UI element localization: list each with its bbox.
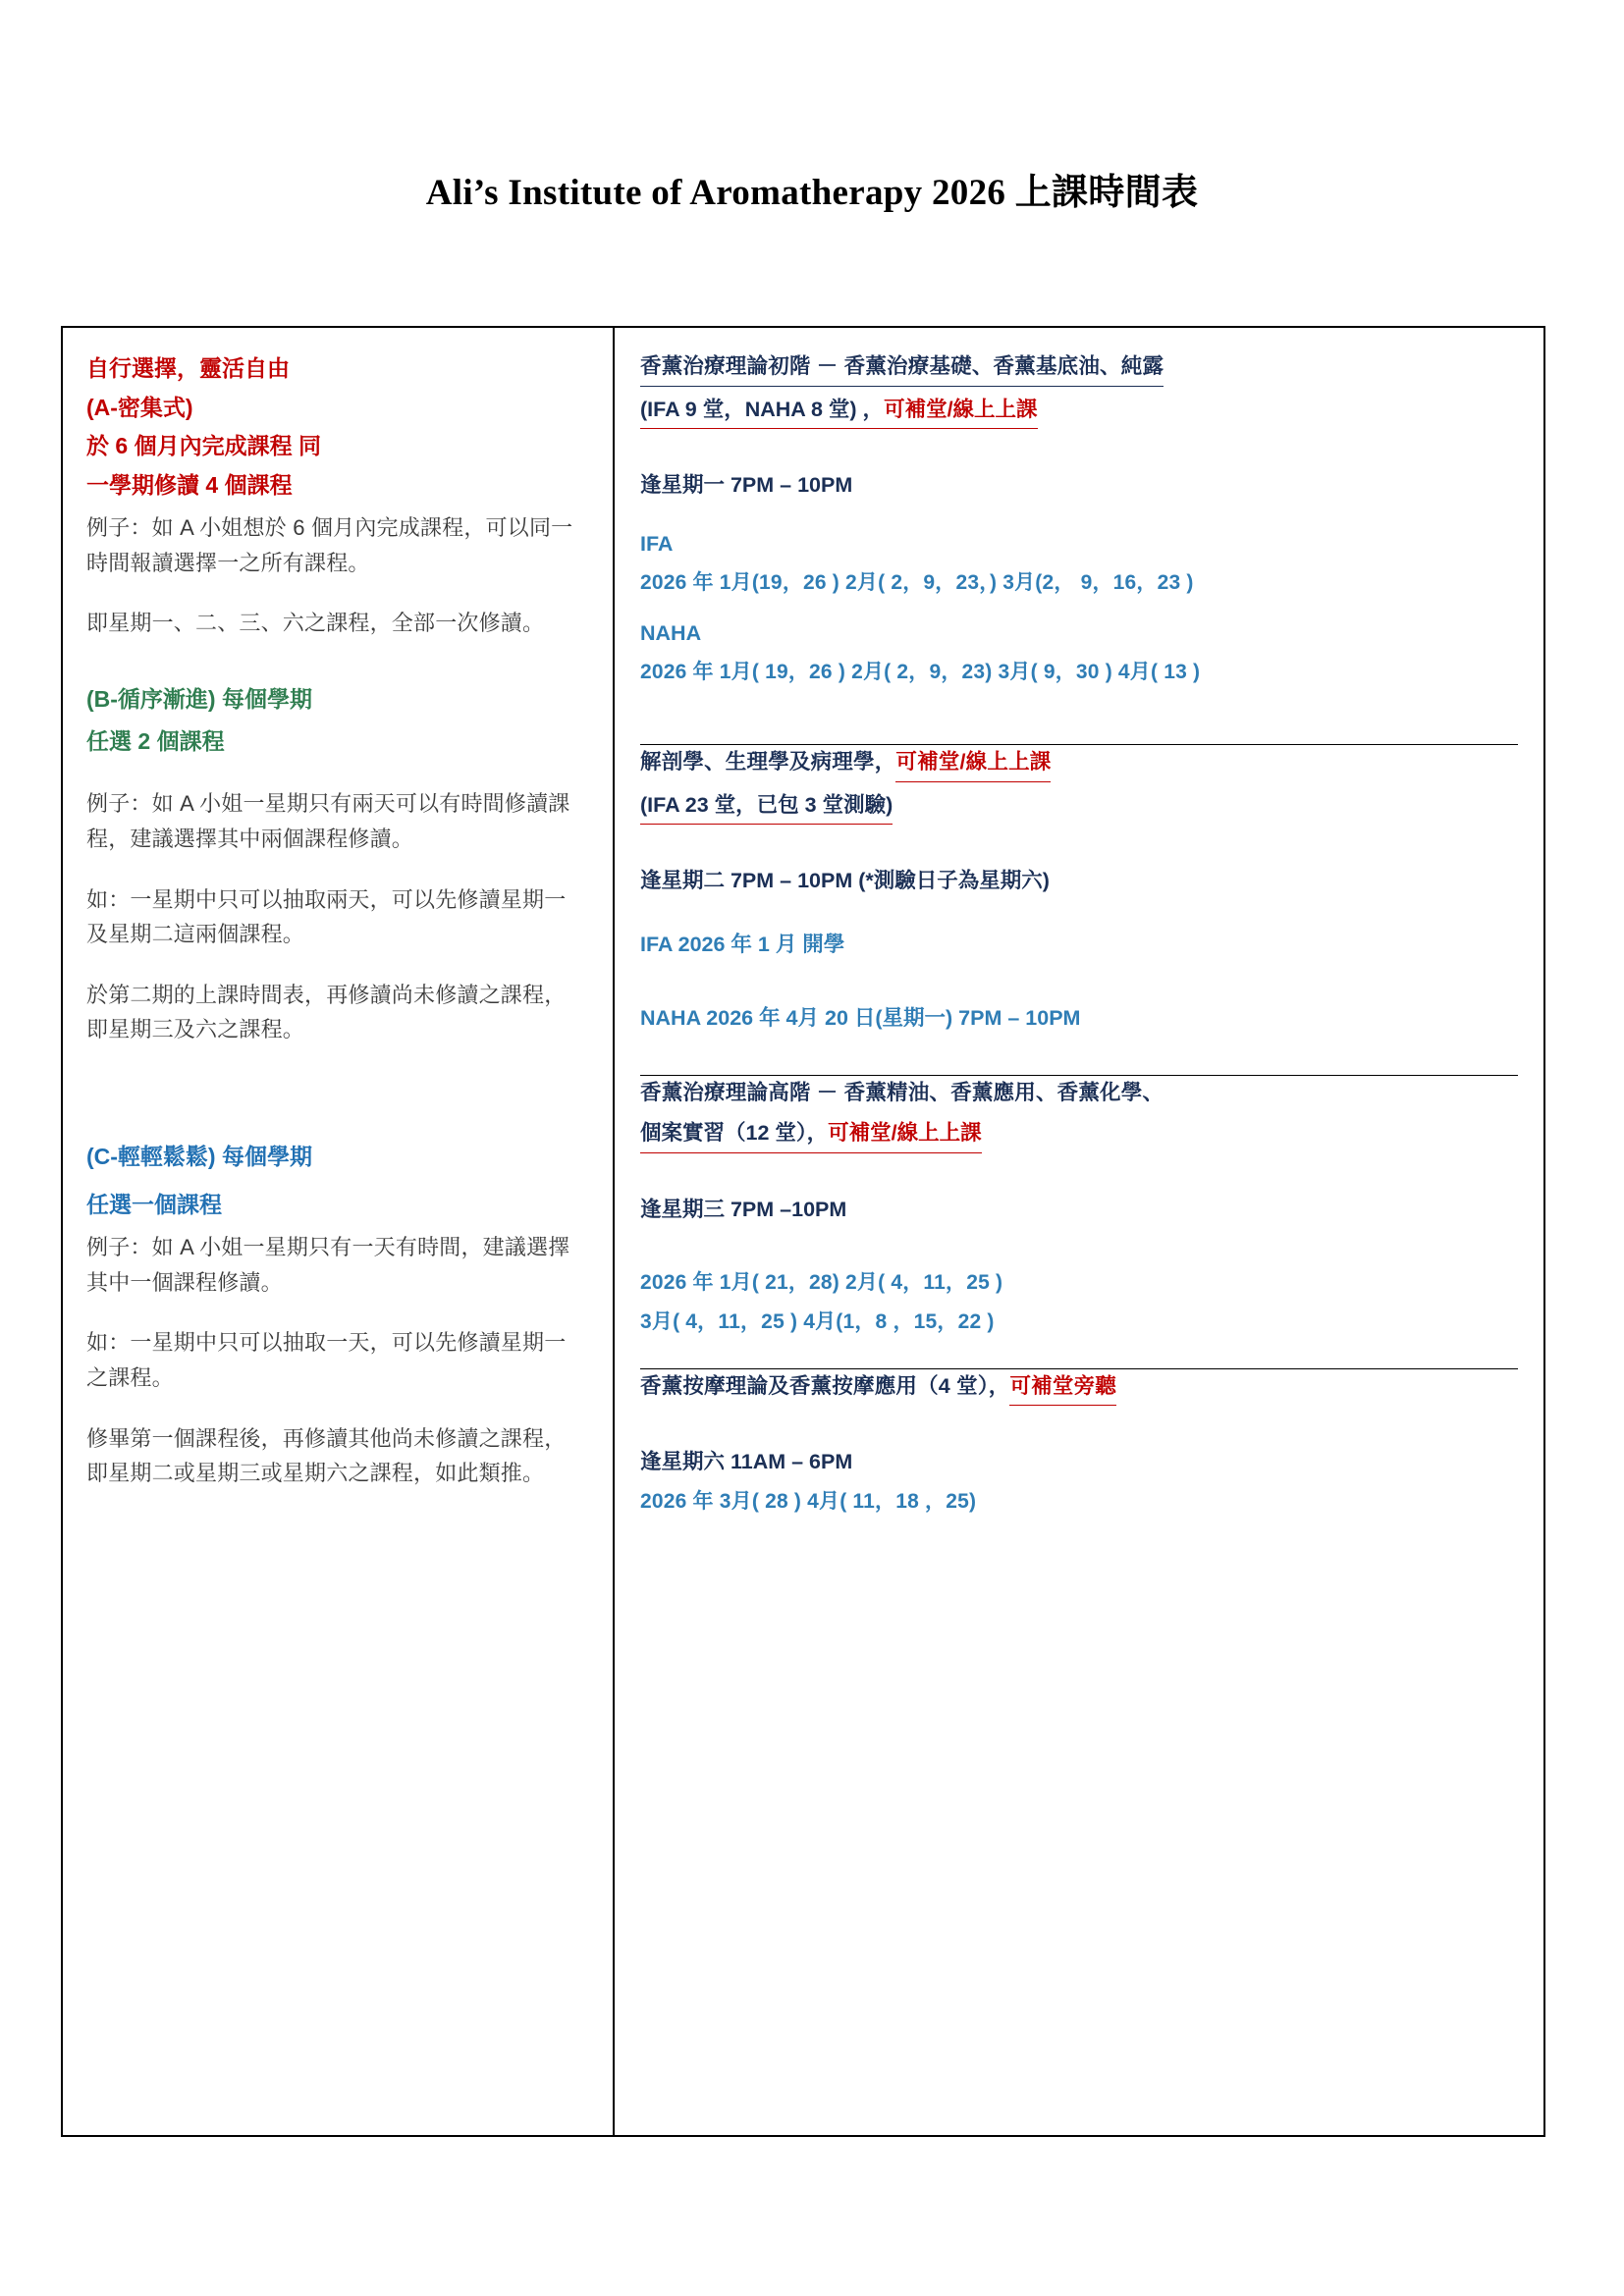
option-b-note1: 如：一星期中只可以抽取兩天，可以先修讀星期一及星期二這兩個課程。 xyxy=(86,886,567,947)
option-c-line1: (C-輕輕鬆鬆) 每個學期 xyxy=(86,1144,312,1169)
course-1-group-2-dates: 2026 年 1月( 19，26 ) 2月( 2，9，23) 3月( 9，30 ) 4月( 13 ) xyxy=(640,661,1201,684)
option-b-line1: (B-循序漸進) 每個學期 xyxy=(86,686,312,713)
option-c-note1: 如：一星期中只可以抽取一天，可以先修讀星期一之課程。 xyxy=(86,1330,567,1391)
page-title: Ali’s Institute of Aromatherapy 2026 上課時間表 xyxy=(425,173,1199,213)
course-4-title-row xyxy=(640,1369,1518,1407)
option-b-example: 例子：如 A 小姐一星期只有兩天可以有時間修讀課程，建議選擇其中兩個課程修讀。 xyxy=(86,791,570,851)
course-3-subtitle-red: 可補堂/線上上課 xyxy=(828,1121,982,1146)
option-a-line4: 一學期修讀 4 個課程 xyxy=(86,471,293,498)
course-1-group-1-label: IFA xyxy=(640,532,674,557)
course-1-group-2-label: NAHA xyxy=(640,621,702,646)
course-3-subtitle-plain: 個案實習（12 堂）， xyxy=(640,1121,829,1146)
option-a-example: 例子：如 A 小姐想於 6 個月內完成課程，可以同一時間報讀選擇一之所有課程。 xyxy=(86,515,573,575)
course-1-subtitle-plain: (IFA 9 堂，NAHA 8 堂) ， xyxy=(640,397,885,421)
course-2-title-red: 可補堂/線上上課 xyxy=(895,745,1051,782)
course-block-3 xyxy=(640,1076,1518,1368)
course-block-1 xyxy=(640,349,1518,745)
course-block-4 xyxy=(640,1369,1518,1516)
course-3-title-row xyxy=(640,1076,1518,1110)
course-1-subtitle-red: 可補堂/線上上課 xyxy=(884,397,1038,421)
option-c-example: 例子：如 A 小姐一星期只有一天有時間，建議選擇其中一個課程修讀。 xyxy=(86,1235,570,1295)
course-2-schedule: 逢星期二 7PM – 10PM (*測驗日子為星期六) xyxy=(640,869,1050,893)
option-c-line2: 任選一個課程 xyxy=(86,1192,222,1218)
option-a-note: 即星期一、二、三、六之課程，全部一次修讀。 xyxy=(86,611,545,636)
option-a-line2: (A-密集式) xyxy=(86,394,193,420)
option-c-note2: 修畢第一個課程後，再修讀其他尚未修讀之課程，即星期二或星期三或星期六之課程，如此類推。 xyxy=(86,1425,567,1486)
course-1-schedule: 逢星期一 7PM – 10PM xyxy=(640,473,853,498)
course-1-subtitle-row xyxy=(640,393,1518,429)
course-3-schedule: 逢星期三 7PM –10PM xyxy=(640,1197,847,1221)
options-column xyxy=(63,328,615,2135)
course-2-subtitle-plain: (IFA 23 堂，已包 3 堂測驗) xyxy=(640,788,893,825)
option-c-block xyxy=(86,1138,587,1491)
course-4-schedule: 逢星期六 11AM – 6PM xyxy=(640,1450,853,1474)
course-4-dates-1: 2026 年 3月( 28 ) 4月( 11，18 ，25) xyxy=(640,1490,977,1514)
course-2-group-1-label: IFA 2026 年 1 月 開學 xyxy=(640,933,845,957)
course-3-dates-1: 2026 年 1月( 21，28) 2月( 4，11，25 ) xyxy=(640,1270,1003,1294)
option-a-line3: 於 6 個月內完成課程 同 xyxy=(86,433,321,459)
course-4-title-red: 可補堂旁聽 xyxy=(1009,1369,1116,1407)
course-2-title-plain: 解剖學、生理學及病理學， xyxy=(640,750,896,774)
option-a-line1: 自行選擇，靈活自由 xyxy=(86,355,290,381)
course-1-group-1-dates: 2026 年 1月(19，26 ) 2月( 2，9，23，) 3月(2， 9，16，23 ) xyxy=(640,571,1194,595)
courses-column xyxy=(615,328,1543,2135)
course-2-subtitle-row xyxy=(640,788,1518,825)
option-a-block xyxy=(86,349,587,641)
course-1-title-row xyxy=(640,349,1518,387)
option-b-block xyxy=(86,680,587,1047)
schedule-table xyxy=(61,326,1545,2137)
course-3-subtitle-row xyxy=(640,1116,1518,1152)
course-block-2 xyxy=(640,745,1518,1076)
course-3-title: 香薰治療理論高階 － 香薰精油、香薰應用、香薰化學、 xyxy=(640,1081,1164,1105)
course-4-title-plain: 香薰按摩理論及香薰按摩應用（4 堂）， xyxy=(640,1373,1010,1398)
course-2-title-row xyxy=(640,745,1518,782)
course-3-dates-2: 3月( 4，11，25 ) 4月(1，8 ，15，22 ) xyxy=(640,1309,995,1333)
course-2-group-2-label: NAHA 2026 年 4月 20 日(星期一) 7PM – 10PM xyxy=(640,1006,1081,1031)
option-b-line2: 任選 2 個課程 xyxy=(86,728,225,755)
option-b-note2: 於第二期的上課時間表，再修讀尚未修讀之課程，即星期三及六之課程。 xyxy=(86,982,567,1042)
course-1-title: 香薰治療理論初階 － 香薰治療基礎、香薰基底油、純露 xyxy=(640,349,1164,387)
